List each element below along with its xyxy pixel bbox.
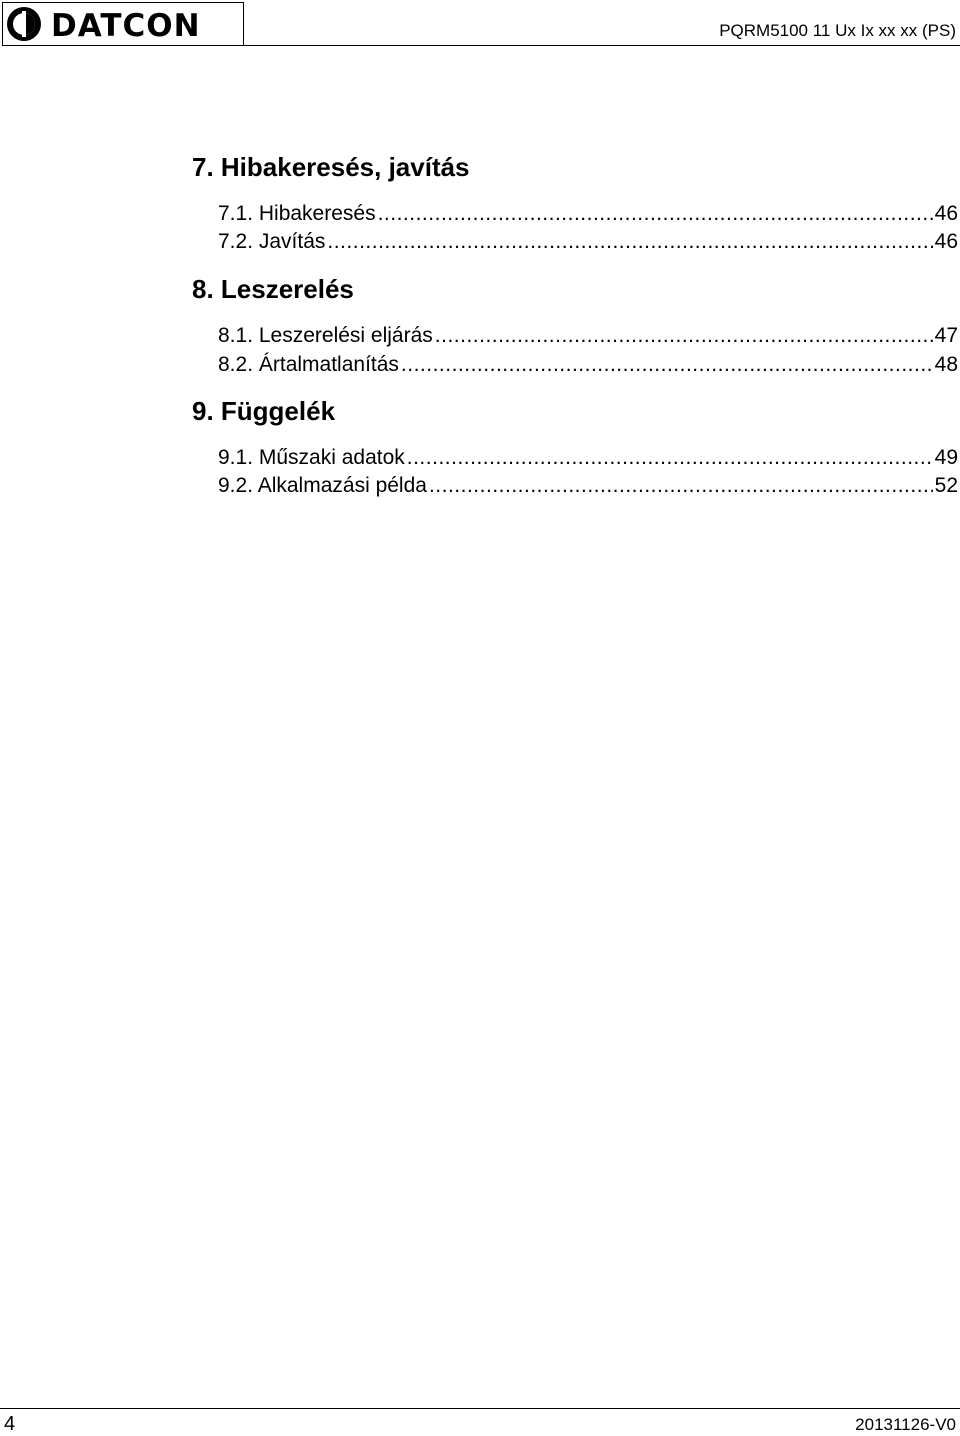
page-header [0,0,960,48]
dot-leader [407,444,933,472]
dot-leader [429,472,933,500]
dot-leader [435,322,933,350]
header-rule [244,45,960,46]
footer-rule [0,1408,960,1409]
toc-entry[interactable] [218,351,958,379]
toc-chapter-title: 9. Függelék [192,396,336,426]
dot-leader [327,228,932,256]
page-number: 4 [4,1413,16,1435]
document-id: PQRM5100 11 Ux Ix xx xx (PS) [719,21,956,40]
toc-chapter-title: 8. Leszerelés [192,274,354,304]
toc-entry[interactable] [218,444,958,472]
toc-entry[interactable] [218,200,958,228]
toc-entry-label: 8.1. Leszerelési eljárás [218,324,433,347]
toc-entry-page: 48 [934,353,958,376]
toc-entry-label: 9.2. Alkalmazási példa [218,474,427,497]
datcon-logo [2,2,244,46]
document-version: 20131126-V0 [855,1415,956,1434]
toc-entry-page: 46 [934,202,958,225]
toc-entry[interactable] [218,228,958,256]
toc-entry-page: 47 [934,324,958,347]
toc-entry-label: 8.2. Ártalmatlanítás [218,353,399,376]
toc-entry-label: 7.1. Hibakeresés [218,202,376,225]
toc-entry-page: 49 [934,446,958,469]
toc-entry-page: 46 [934,230,958,253]
dot-leader [401,351,933,379]
toc-entry[interactable] [218,472,958,500]
toc-chapter-title: 7. Hibakeresés, javítás [192,152,470,182]
toc-entry-label: 9.1. Műszaki adatok [218,446,405,469]
toc-entry-label: 7.2. Javítás [218,230,326,253]
toc-entry-page: 52 [934,474,958,497]
datcon-logo-mark [5,5,241,43]
logo-wordmark: DATCON [51,8,201,43]
toc-entry[interactable] [218,322,958,350]
dot-leader [378,200,933,228]
